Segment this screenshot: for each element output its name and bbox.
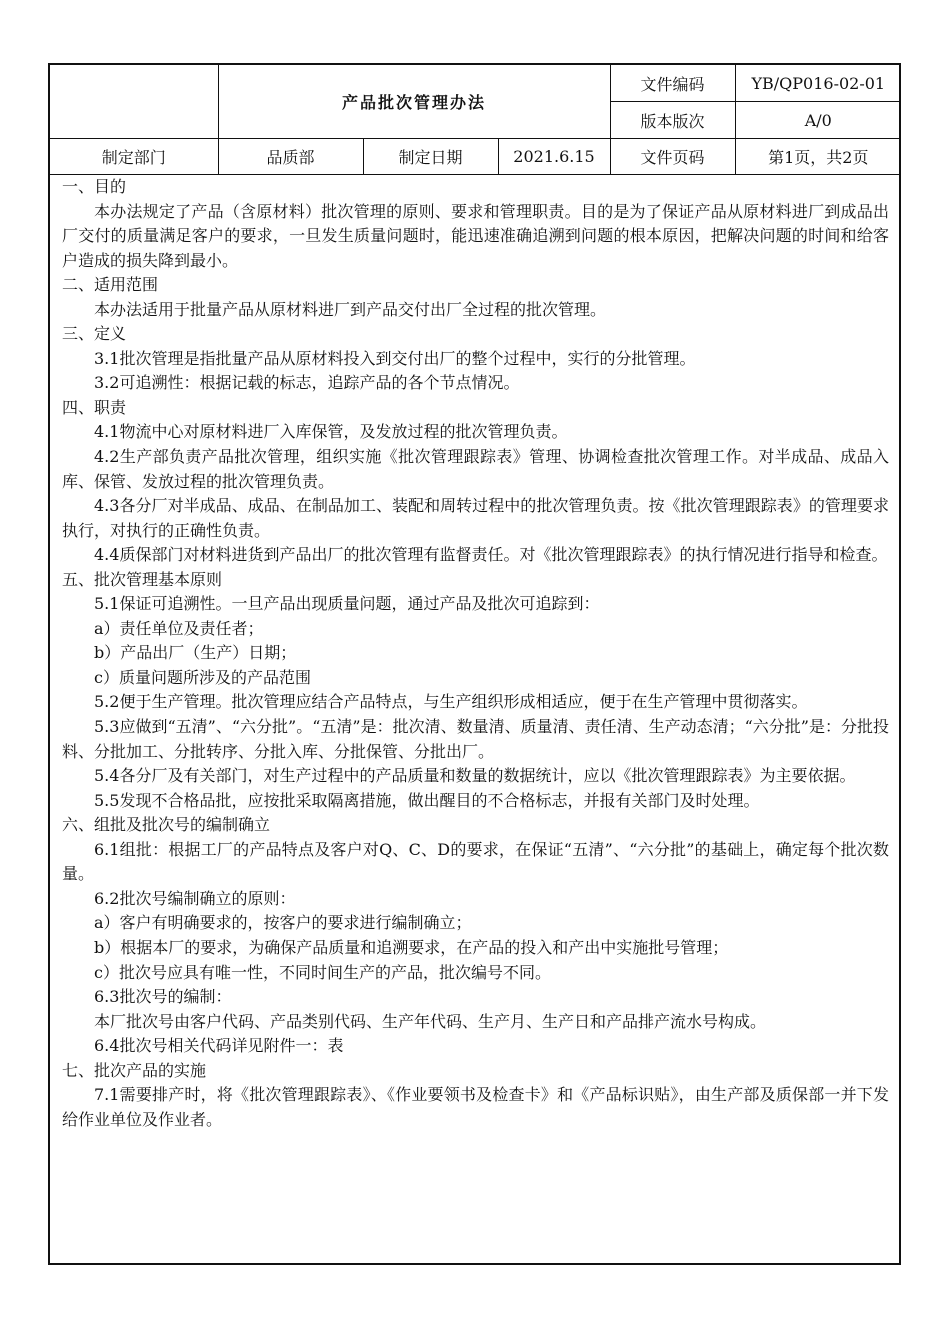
- paragraph: 3.2可追溯性：根据记载的标志，追踪产品的各个节点情况。: [94, 373, 520, 393]
- paragraph: 6.3批次号的编制：: [94, 987, 232, 1007]
- paragraph: 4.4质保部门对材料进货到产品出厂的批次管理有监督责任。对《批次管理跟踪表》的执行情况进行指导和检查。: [94, 545, 888, 565]
- paragraph: 4.1物流中心对原材料进厂入库保管，及发放过程的批次管理负责。: [94, 422, 568, 442]
- page-label: 文件页码: [610, 139, 735, 175]
- doc-code-label: 文件编码: [610, 65, 735, 102]
- section-heading: 三、定义: [62, 324, 127, 344]
- section-heading: 五、批次管理基本原则: [62, 569, 223, 589]
- paragraph: 7.1需要排产时，将《批次管理跟踪表》、《作业要领书及检查卡》和《产品标识贴》，由生产部及质保部一并下发给作业单位及作业者。: [62, 1085, 889, 1129]
- paragraph: 6.2批次号编制确立的原则：: [94, 888, 296, 908]
- page-value: 第1页，共2页: [735, 139, 901, 175]
- document-page: [48, 63, 901, 1265]
- section-heading: 二、适用范围: [62, 275, 159, 295]
- paragraph: 3.1批次管理是指批量产品从原材料投入到交付出厂的整个过程中，实行的分批管理。: [94, 348, 696, 368]
- date-value: 2021.6.15: [498, 139, 610, 175]
- dept-value: 品质部: [218, 139, 363, 175]
- paragraph: c）质量问题所涉及的产品范围: [94, 667, 311, 687]
- paragraph: b）根据本厂的要求，为确保产品质量和追溯要求，在产品的投入和产出中实施批号管理；: [94, 937, 729, 957]
- version-value: A/0: [735, 102, 901, 139]
- paragraph: 4.2生产部负责产品批次管理，组织实施《批次管理跟踪表》管理、协调检查批次管理工作。对半成品、成品入库、保管、发放过程的批次管理负责。: [62, 447, 889, 491]
- document-body: [50, 175, 899, 1132]
- dept-label: 制定部门: [50, 139, 218, 175]
- section-heading: 四、职责: [62, 397, 127, 417]
- section-heading: 一、目的: [62, 177, 127, 196]
- paragraph: 5.3应做到“五清”、“六分批”。“五清”是：批次清、数量清、质量清、责任清、生产动态清；“六分批”是：分批投料、分批加工、分批转序、分批入库、分批保管、分批出厂。: [62, 717, 889, 761]
- paragraph: 5.4各分厂及有关部门，对生产过程中的产品质量和数量的数据统计，应以《批次管理跟踪表》为主要依据。: [94, 766, 856, 786]
- logo-cell: [50, 65, 218, 139]
- paragraph: c）批次号应具有唯一性，不同时间生产的产品，批次编号不同。: [94, 962, 551, 982]
- doc-code-value: YB/QP016-02-01: [735, 65, 901, 102]
- paragraph: 本办法适用于批量产品从原材料进厂到产品交付出厂全过程的批次管理。: [94, 299, 607, 319]
- paragraph: 5.1保证可追溯性。一旦产品出现质量问题，通过产品及批次可追踪到：: [94, 594, 600, 614]
- paragraph: 本办法规定了产品（含原材料）批次管理的原则、要求和管理职责。目的是为了保证产品从原材料进厂到成品出厂交付的质量满足客户的要求，一旦发生质量问题时，能迅速准确追溯到问题的根本原因，把解决问题的时间和给客户造成的损失降到最小。: [62, 201, 889, 270]
- date-label: 制定日期: [363, 139, 498, 175]
- paragraph: 6.4批次号相关代码详见附件一：表: [94, 1036, 344, 1056]
- paragraph: b）产品出厂（生产）日期；: [94, 643, 297, 663]
- paragraph: 5.2便于生产管理。批次管理应结合产品特点，与生产组织形成相适应，便于在生产管理中贯彻落实。: [94, 692, 808, 712]
- document-title: 产品批次管理办法: [218, 65, 610, 139]
- section-heading: 七、批次产品的实施: [62, 1060, 207, 1080]
- section-heading: 六、组批及批次号的编制确立: [62, 815, 271, 835]
- version-label: 版本版次: [610, 102, 735, 139]
- paragraph: 5.5发现不合格品批，应按批采取隔离措施，做出醒目的不合格标志，并报有关部门及时处理。: [94, 790, 760, 810]
- paragraph: a）客户有明确要求的，按客户的要求进行编制确立；: [94, 913, 472, 933]
- paragraph: 本厂批次号由客户代码、产品类别代码、生产年代码、生产月、生产日和产品排产流水号构成。: [94, 1011, 767, 1031]
- paragraph: a）责任单位及责任者；: [94, 618, 264, 638]
- paragraph: 6.1组批：根据工厂的产品特点及客户对Q、C、D的要求，在保证“五清”、“六分批”的基础上，确定每个批次数量。: [62, 839, 889, 884]
- paragraph: 4.3各分厂对半成品、成品、在制品加工、装配和周转过程中的批次管理负责。按《批次管理跟踪表》的管理要求执行，对执行的正确性负责。: [62, 496, 889, 540]
- document-header-table: [50, 65, 901, 175]
